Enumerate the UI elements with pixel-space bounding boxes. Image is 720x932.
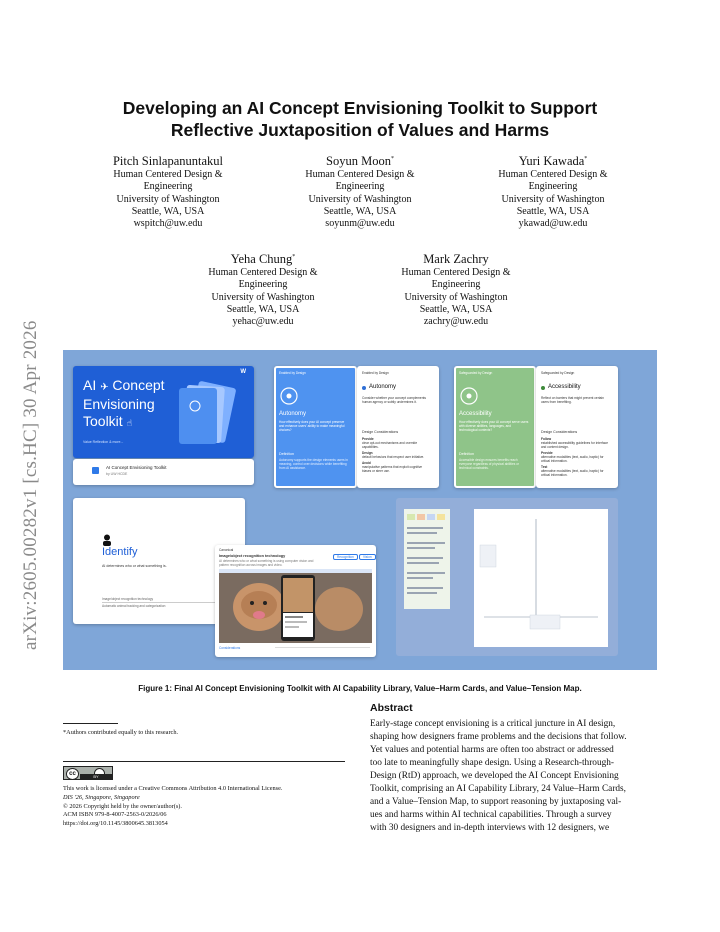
abstract-text (370, 718, 660, 835)
author-affiliation: Engineering (528, 181, 578, 193)
author-affiliation: Human Centered Design & (401, 267, 511, 279)
title-line-2: Reflective Juxtaposition of Values and Harms (170, 120, 550, 140)
card-definition: Accessible design ensures benefits reach everyone regardless of physical abilities or technical constraints. (459, 458, 520, 470)
card-definition-label: Definition (459, 452, 474, 456)
value-card-accessibility-front (454, 366, 536, 488)
cover-tagline: Value Reflection & more... (83, 440, 124, 444)
author-affiliation: University of Washington (501, 193, 605, 205)
sticky-note (427, 514, 435, 520)
example-header: Canonical (219, 548, 234, 552)
text-line (407, 547, 435, 549)
example-footer: Considerations (219, 646, 241, 650)
author-affiliation: Engineering (143, 181, 193, 193)
license-text (63, 785, 282, 829)
consideration-list (362, 437, 432, 473)
author-email: zachry@uw.edu (423, 316, 489, 328)
card-section-heading: Design Considerations (362, 430, 399, 434)
copyright-line: © 2026 Copyright held by the owner/author(s). (63, 802, 182, 810)
value-card-autonomy-back (357, 366, 439, 488)
card-title: Accessibility (459, 411, 492, 417)
card-tag: Enabled by Design (279, 371, 306, 375)
author-affiliation: Human Centered Design & (305, 169, 415, 181)
author-block (275, 152, 445, 231)
title-line-1: Developing an AI Concept Envisioning Toolkit to Support (122, 98, 598, 118)
cover-title-word: Concept (112, 377, 165, 393)
consideration-list (541, 437, 611, 477)
divider (275, 647, 370, 648)
cc-by-badge (63, 766, 113, 780)
consideration-item: Design default behaviors that respect user initiative. (362, 451, 425, 459)
card-title: Accessibility (548, 384, 581, 390)
text-line (407, 562, 439, 564)
paper-plane-icon: ✈ (100, 382, 109, 393)
cover-footer (73, 459, 254, 485)
isbn-line: ACM ISBN 979-8-4007-2563-0/2026/06 (63, 811, 167, 819)
toolkit-cover-card (73, 366, 254, 458)
abstract-line: too late to meaningfully shape design. Using a Research-through- (370, 758, 614, 768)
card-intro: Reflect on barriers that might prevent certain users from benefiting. (541, 396, 604, 404)
author-location: Seattle, WA, USA (131, 206, 205, 218)
tension-map-canvas (474, 509, 608, 647)
tension-map-axes (474, 509, 608, 647)
sticky-note (407, 514, 415, 520)
capability-description: AI determines who or what something is. (102, 564, 167, 568)
cover-title-word: AI (83, 377, 97, 393)
text-line (407, 572, 445, 574)
tag-pill: Vision (359, 554, 376, 560)
text-line (407, 532, 437, 534)
equal-contribution-mark: * (584, 156, 588, 162)
pointer-icon: ☝ (126, 418, 133, 428)
equal-contribution-mark: * (390, 156, 394, 162)
author-affiliation: University of Washington (211, 291, 315, 303)
card-tag: Enabled by Design (362, 371, 389, 375)
author-email: ykawad@uw.edu (518, 218, 588, 230)
equal-contribution-mark: * (292, 254, 296, 260)
author-affiliation: Human Centered Design & (208, 267, 318, 279)
author-name: Yeha Chung (230, 252, 293, 267)
card-title: Autonomy (279, 411, 307, 417)
card-tag: Safeguarded by Design (541, 371, 575, 375)
author-affiliation: Engineering (431, 279, 481, 291)
author-affiliation: Engineering (335, 181, 385, 193)
value-tension-map (396, 498, 618, 656)
author-block (468, 152, 638, 231)
cover-footer-title: AI Concept Envisioning Toolkit (106, 465, 167, 470)
consideration-item: Follow established accessibility guidelines for interface and content design. (541, 437, 608, 449)
author-affiliation: University of Washington (308, 193, 412, 205)
card-definition: Autonomy supports the design elements users in meaning, control over decisions while benefiting from AI assistance. (279, 458, 348, 470)
by-label: BY (80, 774, 112, 779)
author-location: Seattle, WA, USA (516, 206, 590, 218)
cc-logo: cc (66, 768, 79, 780)
example-title: Image/object recognition technology (219, 554, 286, 558)
consideration-item: Provide clear opt-out mechanisms and override capabilities. (362, 437, 418, 449)
license-rule (63, 761, 345, 762)
abstract-line: and a Value–Tension Map, to support reasoning by juxtaposing val- (370, 797, 622, 807)
card-intro: Consider whether your concept complements human agency or subtly undermines it. (362, 396, 426, 404)
abstract-line: ues and harms within AI technical capabilities. Through a survey (370, 810, 612, 820)
abstract-line: Design (RtD) approach, we developed the AI Concept Envisioning (370, 771, 619, 781)
author-name: Soyun Moon (326, 154, 391, 169)
tag-pill: Recognition (333, 554, 358, 560)
card-section-heading: Design Considerations (541, 430, 578, 434)
consideration-item: Provide alternative modalities (text, audio, haptic) for critical information. (541, 451, 604, 463)
doi-link[interactable]: https://doi.org/10.1145/3800645.3813054 (63, 820, 168, 828)
teaser-figure (63, 350, 657, 670)
consideration-item: Avoid manipulative patterns that exploit cognitive biases or steer use. (362, 461, 423, 473)
text-line (407, 577, 433, 579)
dog-photo-illustration (219, 573, 372, 643)
autonomy-icon (279, 386, 299, 406)
text-line (407, 542, 445, 544)
author-email: wspitch@uw.edu (133, 218, 203, 230)
license-line: This work is licensed under a Creative Commons Attribution 4.0 International License. (63, 785, 283, 792)
author-email: yehac@uw.edu (232, 316, 294, 328)
card-title: Autonomy (369, 384, 397, 390)
venue-line: DIS '26, Singapore, Singapore (63, 793, 140, 801)
text-line (407, 587, 443, 589)
cover-title-word: Envisioning (83, 396, 155, 412)
figure-caption: Figure 1: Final AI Concept Envisioning Toolkit with AI Capability Library, Value–Harm Cards, and Value–Tension Map. (138, 684, 582, 693)
author-affiliation: Human Centered Design & (498, 169, 608, 181)
person-silhouette-icon (102, 534, 112, 546)
card-question: How effectively does your AI concept serve users with diverse abilities, languages, and technological contexts? (459, 420, 529, 432)
capability-title: Identify (102, 546, 138, 558)
author-name: Mark Zachry (423, 252, 489, 267)
abstract-line: shaping how designers frame problems and the decisions that follow. (370, 732, 627, 742)
toolkit-logo-icon (92, 467, 99, 474)
consideration-item: Test alternative modalities (text, audio, haptic) for critical information. (541, 465, 604, 477)
card-definition-label: Definition (279, 452, 294, 456)
capability-example: Automatic animal tracking and categorization (102, 604, 166, 608)
value-card-accessibility-back (536, 366, 618, 488)
cover-title-word: Toolkit (83, 413, 123, 429)
author-block (83, 152, 253, 231)
footnote: *Authors contributed equally to this research. (63, 729, 179, 736)
arxiv-identifier: arXiv:2605.00282v1 [cs.HC] 30 Apr 2026 (20, 320, 41, 650)
author-email: soyunm@uw.edu (325, 218, 395, 230)
author-location: Seattle, WA, USA (323, 206, 397, 218)
author-affiliation: University of Washington (116, 193, 220, 205)
paper-title (60, 97, 660, 141)
author-name: Pitch Sinlapanuntakul (112, 154, 224, 169)
card-tag: Safeguarded by Design (459, 371, 493, 375)
capability-example: Image/object recognition technology (102, 597, 154, 601)
abstract-line: Toolkit, comprising an AI Capability Library, 24 Value–Harm Cards, (370, 784, 626, 794)
author-affiliation: University of Washington (404, 291, 508, 303)
uw-logo: W (240, 369, 246, 375)
accessibility-dot-icon (541, 386, 545, 390)
cover-title (83, 377, 165, 432)
sticky-note (437, 514, 445, 520)
recognition-example-card (215, 545, 376, 657)
sticky-note (417, 514, 425, 520)
accessibility-icon (459, 386, 479, 406)
author-affiliation: Human Centered Design & (113, 169, 223, 181)
text-line (407, 557, 443, 559)
card-question: How effectively does your AI concept preserve and enhance users' ability to make meaningful choices? (279, 420, 345, 432)
card-stack-illustration (173, 378, 245, 448)
author-name: Yuri Kawada (518, 154, 585, 169)
author-block (371, 250, 541, 329)
author-block (178, 250, 348, 329)
footnote-rule (63, 723, 118, 724)
abstract-heading: Abstract (370, 702, 413, 714)
value-card-autonomy-front (274, 366, 357, 488)
author-affiliation: Engineering (238, 279, 288, 291)
map-sidebar-panel (404, 509, 450, 609)
abstract-line: with 30 designers and in-depth interviews with 12 designers, we (370, 823, 610, 833)
author-location: Seattle, WA, USA (419, 304, 493, 316)
abstract-line: Early-stage concept envisioning is a critical juncture in AI design, (370, 719, 616, 729)
abstract-line: Yet values and potential harms are often too abstract or addressed (370, 745, 614, 755)
autonomy-dot-icon (362, 386, 366, 390)
text-line (407, 592, 437, 594)
text-line (407, 527, 443, 529)
author-location: Seattle, WA, USA (226, 304, 300, 316)
example-subtitle: AI determines who or what something is using computer vision and pattern recognition across images and video. (219, 559, 314, 567)
cover-footer-subtitle: by UW HCDE (106, 472, 128, 476)
